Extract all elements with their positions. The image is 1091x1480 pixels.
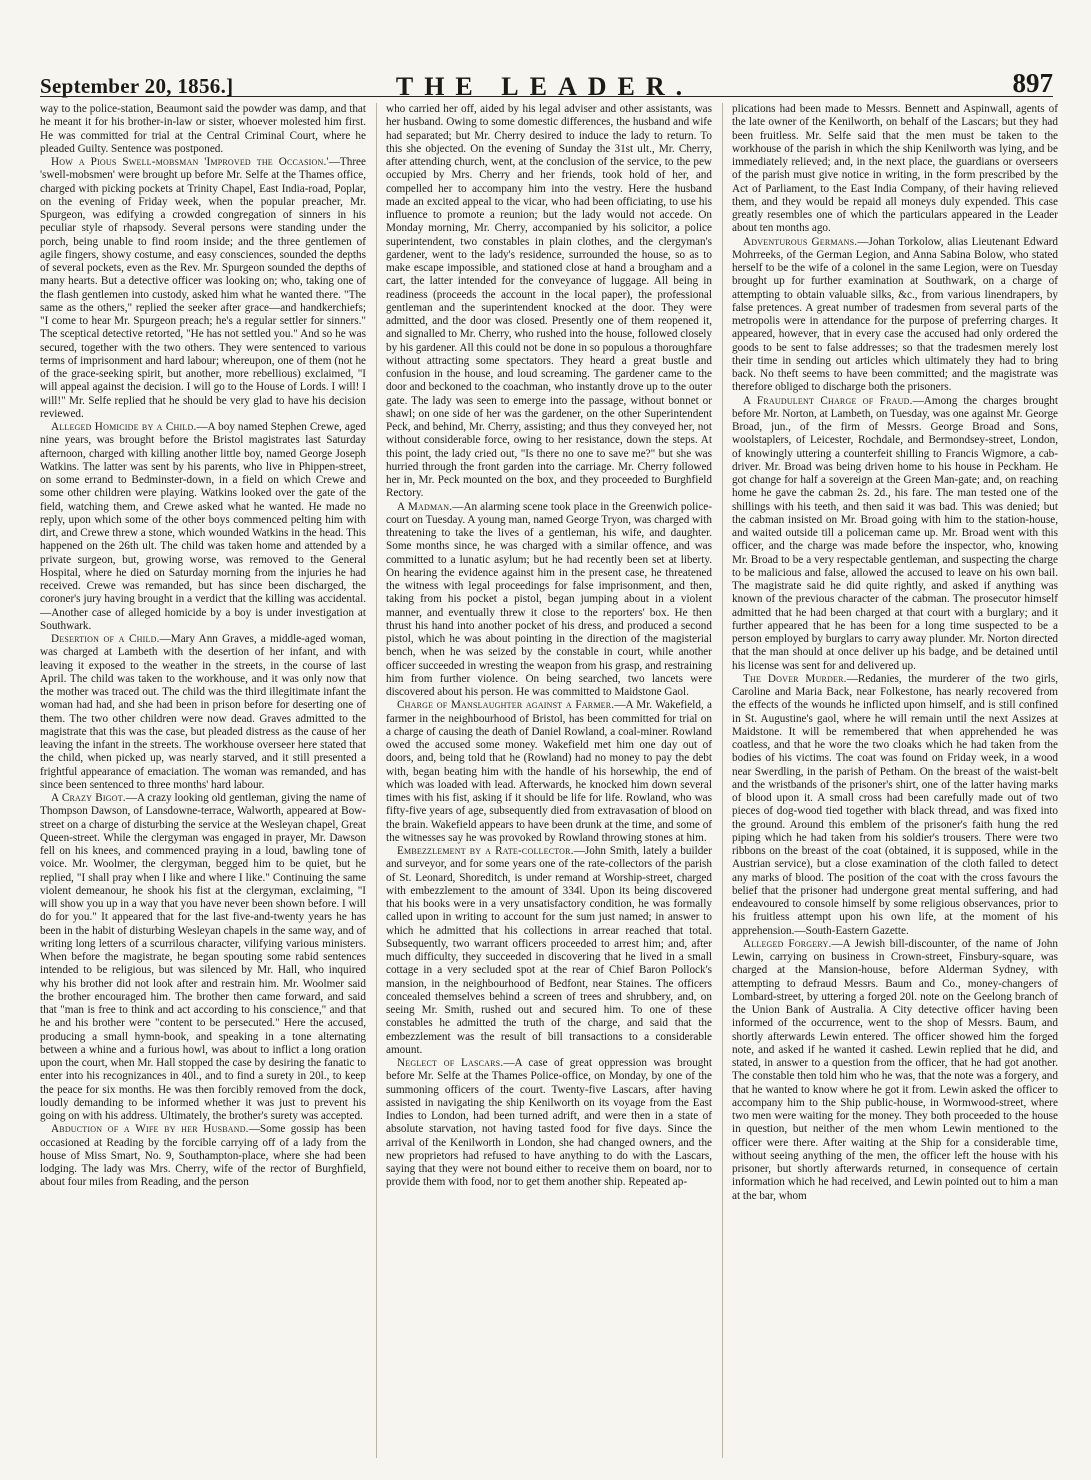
article-text: —Redanies, the murderer of the two girls, Caroline and Maria Back, near Folkestone, has nearly recovered from the effects of the wounds he inflicted upon himself, and is still confined in St. Augustine's gaol, where he will remain until the next Assizes at Maidstone. It will be remembered that when apprehended he was coatless, and that he wore the two cloaks which he had taken from the bodies of his victims. The coat was found on Friday week, in a wood near Swerdling, in the parish of Petham. On the breast of the waist-belt and the wristbands of the prisoner's shirt, one of the latter having marks of blood upon it. A small cross had been carefully made out of two pieces of dog-wood tied together with black thread, and was fixed into the ground. Around this emblem of the prisoner's faith hung the red piping which he had taken from his soldier's trousers. There were two ribbons on the breast of the coat (obtained, it is supposed, while in the Austrian service), but a close examination of the cloth failed to detect any marks of blood. The position of the coat with the cross favours the belief that the prisoner had undergone great mental suffering, and had endeavoured to console himself by some religious observances, prior to his fruitless attempt upon his own life, at the moment of his apprehension.—South-Eastern Gazette. (732, 672, 1058, 937)
article-heading: Adventurous Germans. (743, 235, 858, 248)
page-number: 897 (1012, 68, 1053, 98)
article-heading: Alleged Forgery. (743, 937, 832, 950)
article-paragraph (40, 421, 366, 633)
article-paragraph (732, 236, 1058, 395)
article-paragraph (732, 103, 1058, 236)
article-heading: A Madman. (397, 500, 453, 513)
article-heading: Embezzlement by a Rate-collector. (397, 845, 574, 857)
article-paragraph (732, 673, 1058, 938)
masthead (28, 52, 1061, 100)
column-3 (722, 103, 1058, 1458)
article-text: way to the police-station, Beaumont said the powder was damp, and that he meant it for his brother-in-law or sister, whoever molested him first. He was committed for trial at the Central Criminal Court, where he pleaded Guilty. Sentence was postponed. (40, 103, 366, 155)
article-text: —Some gossip has been occasioned at Reading by the forcible carrying off of a lady from the house of Miss Smart, No. 9, Southampton-place, where she had been lodging. The lady was Mrs. Cherry, wife of the rector of Burghfield, about four miles from Reading, and the person (40, 1123, 366, 1189)
article-heading: Alleged Homicide by a Child. (51, 421, 197, 433)
article-text: —A case of great oppression was brought before Mr. Selfe at the Thames Police-office, on Monday, by one of the summoning officers of the court. Twenty-five Lascars, after having assisted in navigating the ship Kenilworth on its voyage from the East Indies to London, had been turned adrift, and were then in a state of absolute starvation, not having tasted food for five days. Since the arrival of the Kenilworth in London, she had changed owners, and the new proprietors had refused to have anything to do with the Lascars, saying that they were not bound either to receive them on board, nor to provide them with food, nor to get them another ship. Repeated ap- (386, 1057, 712, 1189)
article-paragraph (40, 1123, 366, 1189)
article-heading: Neglect of Lascars. (397, 1057, 504, 1069)
article-text: —A boy named Stephen Crewe, aged nine years, was brought before the Bristol magistrates last Saturday afternoon, charged with killing another little boy, named George Joseph Watkins. The latter was sent by his parents, who live in Phippen-street, on some errand to Bedminster-down, in a field on which Crewe and some other children were playing. Watkins looked over the gate of the field, watching them, and Crewe asked what he wanted. He made no reply, upon which some of the other boys commenced pelting him with dirt, and Crewe threw a stone, which wounded Watkins in the head. This happened on the 26th ult. The child was taken home and attended by a private surgeon, but, growing worse, was removed to the General Hospital, where he died on Saturday morning from the injuries he had received. Crewe was remanded, but has since been discharged, the coroner's jury having brought in a verdict that the killing was accidental.—Another case of alleged homicide by a boy is under investigation at Southwark. (40, 421, 366, 632)
article-text: —A Mr. Wakefield, a farmer in the neighbourhood of Bristol, has been committed for trial on a charge of causing the death of Daniel Rowland, a coal-miner. Rowland owed the accused some money. Wakefield met him one day out of doors, and, being told that he (Rowland) had no money to pay the debt with, began beating him with the handle of his horsewhip, the end of which was loaded with lead. Afterwards, he knocked him down several times with his fist, asking if it should be life for life. Rowland, who was fifty-five years of age, subsequently died from extravasation of blood on the brain. Wakefield appears to have been drunk at the time, and some of the witnesses say he was provoked by Rowland throwing stones at him. (386, 699, 712, 844)
article-text: —Among the charges brought before Mr. Norton, at Lambeth, on Tuesday, was one against Mr. George Broad, jun., of the firm of Messrs. George Broad and Sons, woolstaplers, of Leicester, Rochdale, and Bermondsey-street, London, of knowingly uttering a counterfeit shilling to Francis Wigmore, a cab-driver. Mr. Broad was being driven home to his house in Peckham. He got change for half a sovereign at the Green Man-gate; and, on reaching home he gave the cabman 2s. 2d., his fare. The man tested one of the shillings with his teeth, and then said it was bad. This was denied; but the cabman insisted on Mr. Broad going with him to the station-house, and waited outside till a policeman came up. Mr. Broad went with this officer, and the charge was made before the inspector, who, knowing Mr. Broad to be a very respectable gentleman, and suspecting the charge to be malicious and false, allowed the accused to leave on his own bail. The magistrate said he did quite rightly, and asked if anything was known of the previous character of the cabman. The prosecutor himself admitted that he had been charged at that court with a burglary; and it further appeared that he has been for a long time suspected to be a person employed by burglars to carry away plunder. Mr. Norton directed that the man should at once deliver up his badge, and be detained until his license was sent for and delivered up. (732, 394, 1058, 672)
article-heading: A Fraudulent Charge of Fraud. (743, 394, 913, 407)
article-paragraph (386, 1057, 712, 1190)
article-paragraph (732, 938, 1058, 1203)
newspaper-title: THE LEADER. (395, 72, 694, 101)
article-heading: The Dover Murder. (743, 672, 847, 685)
article-paragraph (386, 699, 712, 845)
article-heading: Charge of Manslaughter against a Farmer. (397, 699, 615, 712)
article-paragraph (732, 395, 1058, 673)
article-text: who carried her off, aided by his legal adviser and other assistants, was her husband. Owing to some domestic differences, the husband and wife had separated; but Mr. Cherry desired to induce the lady to return. To this she objected. On the evening of Sunday the 31st ult., Mr. Cherry, after attending church, went, at the conclusion of the service, to the pew occupied by Mrs. Cherry and her friends, took hold of her, and compelled her to accompany him into the vestry. Here the husband made an excited appeal to the vicar, who had been officiating, to use his influence to promote a reunion; but the lady would not accede. On Monday morning, Mr. Cherry, accompanied by his solicitor, a police superintendent, two constables in plain clothes, and the clergyman's gardener, went to the lady's residence, surrounded the house, so as to make escape impossible, and stationed close at hand a brougham and a cart, the latter intended for the conveyance of luggage. All being in readiness (proceeds the account in the local paper), the professional gentleman and the superintendent knocked at the door. They were admitted, and the door was closed. Presently one of them reopened it, and signalled to Mr. Cherry, who rushed into the house, followed closely by his gardener. All this could not be done in so populous a thoroughfare without attracting some spectators. They heard a great bustle and confusion in the house, and loud screaming. The gardener came to the door and beckoned to the coachman, who instantly drove up to the outer gate. The lady was seen to emerge into the passage, without bonnet or shawl; on one side of her was the gardener, on the other Superintendent Peck, and behind, Mr. Cherry, assisting; and thus they conveyed her, not without considerable force, owing to her resistance, down the steps. At this point, the lady cried out, "Is there no one to save me?" but she was hurried through the front garden into the carriage. Mr. Cherry followed her in, Mr. Peck mounted on the box, and they proceeded to Burghfield Rectory. (386, 103, 712, 500)
article-paragraph (40, 103, 366, 156)
article-text: —An alarming scene took place in the Greenwich police-court on Tuesday. A young man, named George Tryon, was charged with threatening to take the lives of a gentleman, his wife, and daughter. Some months since, he was charged with a similar offence, and was committed to a lunatic asylum; but he had recently been set at liberty. On hearing the evidence against him in the present case, he threatened the witness with legal proceedings for false imprisonment, and then, taking from his pocket a pistol, began jumping about in a violent manner, and eventually threw it close to the reporters' box. He then thrust his hand into another pocket of his dress, and produced a second pistol, which he was about pointing in the direction of the magisterial bench, when he was seized by the constable in court, while another officer succeeded in wresting the weapon from his grasp, and restraining him from further violence. On being searched, two lancets were discovered about his person. He was committed to Maidstone Gaol. (386, 500, 712, 698)
article-text: —John Smith, lately a builder and surveyor, and for some years one of the rate-collectors of the parish of St. Leonard, Shoreditch, is under remand at Worship-street, charged with embezzlement to the amount of 334l. Upon its being discovered that his books were in a very unsatisfactory condition, he was formally called upon in writing to account for the sum just named; in answer to which he admitted that his collections in arrear reached that total. Subsequently, two warrant officers proceeded to arrest him; and, after much difficulty, they succeeded in discovering that he lived in a small cottage in a very secluded spot at the rear of Chief Baron Pollock's mansion, in the neighbourhood of Bedfont, near Staines. The officers concealed themselves behind a screen of trees and shrubbery, and, on seeing Mr. Smith, rushed out and secured him. To one of these constables he admitted the truth of the charge, and said that the embezzlement was the result of bill transactions to a considerable amount. (386, 845, 712, 1056)
article-paragraph (386, 501, 712, 700)
article-paragraph (40, 633, 366, 792)
article-text: —Three 'swell-mobsmen' were brought up before Mr. Selfe at the Thames office, charged with picking pockets at Trinity Chapel, East India-road, Poplar, on the evening of Friday week, when the popular preacher, Mr. Spurgeon, was edifying a crowded congregation of sinners in his peculiar style of rhapsody. Several persons were standing under the porch, being unable to find room inside; and the three gentlemen of agile fingers, showy costume, and easy consciences, sounded the depths of several pockets, even as the Rev. Mr. Spurgeon sounded the depths of many hearts. But a detective officer was looking on; who, taking one of the flash gentlemen into custody, asked him what he wanted there. "The same as the others," replied the seeker after grace—and handkerchiefs; "I come to hear Mr. Spurgeon preach; he's a regular settler for sinners." The sceptical detective retorted, "He has not settled you." And so he was secured, together with the two others. They were sentenced to various terms of imprisonment and hard labour; whereupon, one of them (not he of the grace-seeking spirit, but another, more rebellious) exclaimed, "I will appeal against the decision. I will go to the House of Lords. I will! I will!" Mr. Selfe replied that he should be very glad to have his decision reviewed. (40, 156, 366, 420)
article-paragraph (40, 792, 366, 1123)
article-heading: How a Pious Swell-mobsman 'Improved the Occasion.' (51, 156, 329, 168)
article-paragraph (386, 845, 712, 1057)
article-heading: A Crazy Bigot. (51, 792, 126, 804)
article-heading: Desertion of a Child. (51, 633, 160, 645)
article-text: —A crazy looking old gentleman, giving the name of Thompson Dawson, of Lansdowne-terrace, Walworth, appeared at Bow-street on a charge of disturbing the service at the Wesleyan chapel, Great Queen-street. While the clergyman was engaged in prayer, Mr. Dawson fell on his knees, and commenced praying in a loud, bawling tone of voice. Mr. Woolmer, the clergyman, begged him to be quiet, but he replied, "I shall pray when I like and where I like." Continuing the same violent demeanour, he shook his fist at the clergyman, exclaiming, "I will show you up in a way that you have never been shown before. I will do for you." It appeared that for the last five-and-twenty years he has been in the habit of disturbing Wesleyan chapels in the same way, and of writing long letters of a scurrilous character, vilifying various ministers. When before the magistrate, he began spouting some rabid sentences intended to be religious, but was silenced by Mr. Hall, who inquired why his brother did not look after and restrain him. Mr. Woolmer said the brother encouraged him. The brother then came forward, and said that "man is free to think and act according to his conscience," and that he and his brother were "content to be persecuted." Here the accused, producing a small hymn-book, and speaking in a tone alternating between a whine and a furious howl, was about to inflict a long oration upon the court, when Mr. Hall stopped the case by desiring the fanatic to enter into his recognizances in 40l., and to find a surety in 20l., to keep the peace for six months. He was then forcibly removed from the dock, loudly demanding to be informed whether it was just to prevent his going on with his address. Ultimately, the brother's surety was accepted. (40, 792, 366, 1122)
column-1 (40, 103, 366, 1458)
article-text: —Johan Torkolow, alias Lieutenant Edward Mohrreeks, of the German Legion, and Anna Sabina Bolow, who stated herself to be the wife of a colonel in the same Legion, were on Tuesday brought up for further examination at Southwark, on a charge of attempting to obtain valuable silks, &c., from various linendrapers, by false pretences. A great number of tradesmen from several parts of the metropolis were in attendance for the purpose of preferring charges. It appeared, however, that in every case the accused had only ordered the goods to be sent to false addresses; so that the tradesmen merely lost their time in sending out articles which ultimately they had to bring back. No theft seems to have been committed; and the magistrate was therefore obliged to discharge both the prisoners. (732, 235, 1058, 394)
header-rule (40, 96, 1053, 97)
article-paragraph (40, 156, 366, 421)
issue-date: September 20, 1856.] (40, 74, 234, 98)
column-2 (376, 103, 712, 1458)
article-heading: Abduction of a Wife by her Husband. (51, 1123, 249, 1136)
article-columns (40, 103, 1058, 1458)
article-text: —A Jewish bill-discounter, of the name of John Lewin, carrying on business in Crown-street, Finsbury-square, was charged at the Mansion-house, before Alderman Sydney, with attempting to defraud Messrs. Baum and Co., money-changers of Lombard-street, by uttering a forged 20l. note on the Geelong branch of the Union Bank of Australia. A City detective officer having been informed of the occurrence, went to the shop of Messrs. Baum, and shortly afterwards Lewin entered. The officer showed him the forged note, and asked if he wanted it cashed. Lewin replied that he did, and stated, in answer to a question from the officer, that he had got another. The constable then told him who he was, that the note was a forgery, and that he wanted to know where he got it from. Lewin asked the officer to accompany him to the Ship public-house, in Wormwood-street, where two men were waiting for the money. They both proceeded to the house in question, but neither of the men whom Lewin mentioned to the officer were there. After waiting at the Ship for a considerable time, without seeing anything of the men, the officer left the house with his prisoner, but shortly afterwards returned, in consequence of certain information which he had received, and Lewin pointed out to him a man at the bar, whom (732, 937, 1058, 1202)
article-paragraph (386, 103, 712, 501)
article-text: —Mary Ann Graves, a middle-aged woman, was charged at Lambeth with the desertion of her infant, and with leaving it exposed to the weather in the streets, in the course of last April. The child was taken to the workhouse, and it was only now that the mother was traced out. The child was the third illegitimate infant the woman had had, and she had been in prison before for deserting one of them. The two other children were now dead. Graves admitted to the magistrate that this was the case, but pleaded distress as the cause of her leaving the infant in the streets. The workhouse overseer here stated that the child, when picked up, was nearly starved, and it still presented a frightful appearance of emaciation. The woman was remanded, and has since been sentenced to three months' hard labour. (40, 633, 366, 791)
article-text: plications had been made to Messrs. Bennett and Aspinwall, agents of the late owner of the Kenilworth, on behalf of the Lascars; but they had been fruitless. Mr. Selfe said that the men must be taken to the workhouse of the parish in which the ship Kenilworth was lying, and be immediately relieved; and, in the next place, the guardians or overseers of the parish must give notice in writing, in the form prescribed by the Act of Parliament, to the East India Company, of their having relieved them, and they would be repaid all moneys duly expended. This case greatly resembles one of which the particulars appeared in the Leader about ten months ago. (732, 103, 1058, 235)
